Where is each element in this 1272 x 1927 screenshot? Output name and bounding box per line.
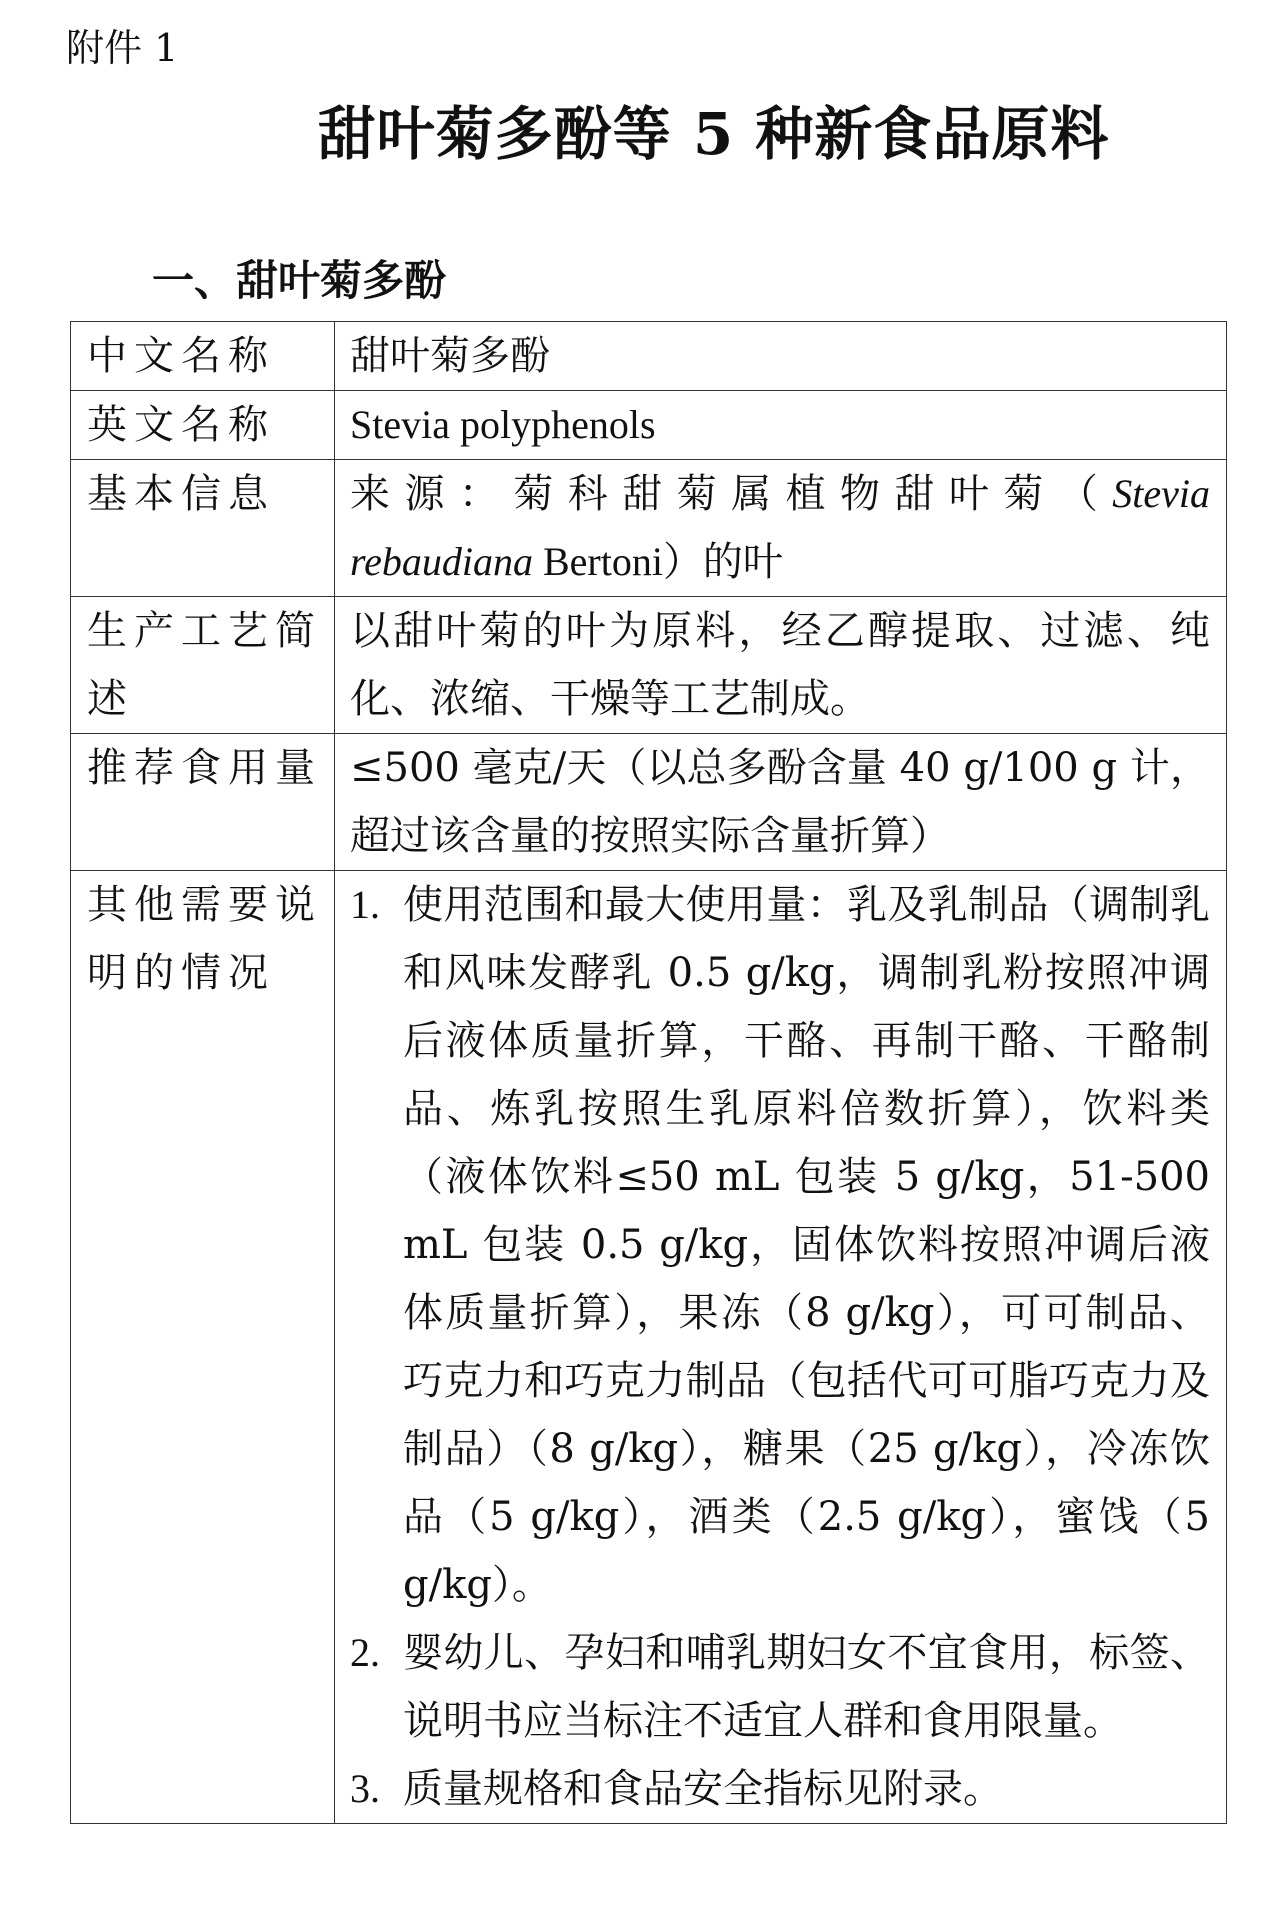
basic-info-value [335, 460, 1227, 597]
list-item [350, 1755, 1210, 1823]
process-value: 以甜叶菊的叶为原料，经乙醇提取、过滤、纯化、浓缩、干燥等工艺制成。 [335, 597, 1227, 734]
en-name-text: Stevia polyphenols [350, 402, 656, 447]
list-item-number: 1. [350, 882, 380, 927]
list-item [350, 871, 1210, 1619]
row-label-cn-name: 中文名称 [71, 322, 335, 391]
table-row [71, 391, 1227, 460]
en-name-value [335, 391, 1227, 460]
source-suffix: ）的叶 [662, 539, 783, 585]
list-item-text: 使用范围和最大使用量：乳及乳制品（调制乳和风味发酵乳 0.5 g/kg，调制乳粉按照冲调后液体质量折算，干酪、再制干酪、干酪制品、炼乳按照生乳原料倍数折算），饮料类（液体饮料≤50 mL 包装 5 g/kg，51-500 mL 包装 0.5 g/kg，固体饮料按照冲调后液体质量折算），果冻（8 g/kg），可可制品、巧克力和巧克力制品（包括代可可脂巧克力及制品）（8 g/kg），糖果（25 g/kg），冷冻饮品（5 g/kg），酒类（2.5 g/kg），蜜饯（5 g/kg）。 [403, 882, 1210, 1608]
document-title: 甜叶菊多酚等 5 种新食品原料 [317, 100, 1110, 168]
latin-species-name: Stevia rebaudiana [350, 471, 1210, 584]
list-item-number: 2. [350, 1630, 380, 1675]
row-label-process: 生产工艺简述 [71, 597, 335, 734]
source-prefix: 来源：菊科甜菊属植物甜叶菊（ [350, 471, 1113, 517]
list-item [350, 1619, 1210, 1755]
row-label-other: 其他需要说明的情况 [71, 871, 335, 1824]
row-label-en-name: 英文名称 [71, 391, 335, 460]
list-item-text: 婴幼儿、孕妇和哺乳期妇女不宜食用，标签、说明书应当标注不适宜人群和食用限量。 [403, 1630, 1210, 1744]
list-item-number: 3. [350, 1766, 380, 1811]
table-row [71, 460, 1227, 597]
intake-value: ≤500 毫克/天（以总多酚含量 40 g/100 g 计，超过该含量的按照实际含量折算） [335, 734, 1227, 871]
attachment-label: 附件 1 [66, 26, 179, 70]
notes-list [350, 871, 1210, 1823]
table-row [71, 597, 1227, 734]
other-notes-value [335, 871, 1227, 1824]
table-row [71, 734, 1227, 871]
section-heading: 一、甜叶菊多酚 [152, 256, 447, 305]
row-label-basic-info: 基本信息 [71, 460, 335, 597]
table-row [71, 322, 1227, 391]
cn-name-value: 甜叶菊多酚 [335, 322, 1227, 391]
row-label-intake: 推荐食用量 [71, 734, 335, 871]
ingredient-info-table [70, 321, 1227, 1824]
list-item-text: 质量规格和食品安全指标见附录。 [403, 1766, 1003, 1812]
species-author: Bertoni [532, 539, 663, 584]
table-row [71, 871, 1227, 1824]
